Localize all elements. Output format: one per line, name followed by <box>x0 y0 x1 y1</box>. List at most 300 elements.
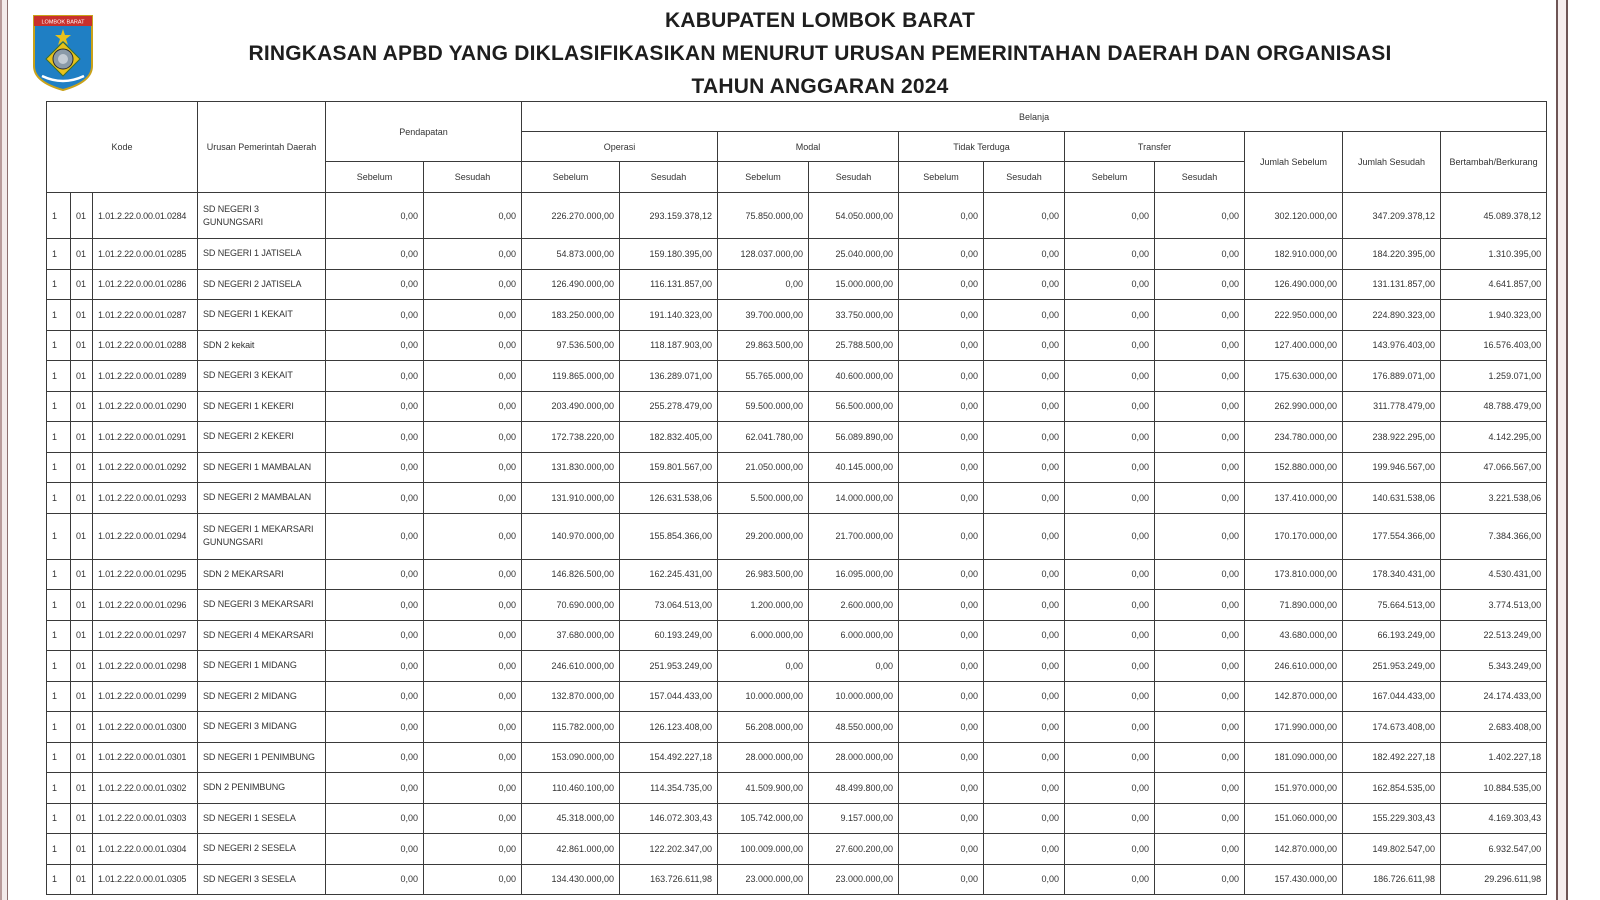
modal-sesudah-cell: 10.000.000,00 <box>809 681 899 712</box>
jumlah-sesudah-cell: 347.209.378,12 <box>1343 193 1441 239</box>
header-tidak-terduga-sebelum: Sebelum <box>899 162 984 193</box>
tidak-terduga-sesudah-cell: 0,00 <box>984 712 1065 743</box>
urusan-name-cell: SD NEGERI 1 KEKERI <box>198 391 326 422</box>
title-fiscal-year: TAHUN ANGGARAN 2024 <box>691 75 949 98</box>
apbd-summary-table <box>46 101 1547 895</box>
table-row <box>47 483 1547 514</box>
operasi-sesudah-cell: 293.159.378,12 <box>620 193 718 239</box>
bidang-code-cell: 01 <box>71 712 93 743</box>
tidak-terduga-sebelum-cell: 0,00 <box>899 803 984 834</box>
tidak-terduga-sesudah-cell: 0,00 <box>984 742 1065 773</box>
pendapatan-sebelum-cell: 0,00 <box>326 452 424 483</box>
operasi-sebelum-cell: 146.826.500,00 <box>522 559 620 590</box>
transfer-sesudah-cell: 0,00 <box>1155 620 1245 651</box>
operasi-sesudah-cell: 118.187.903,00 <box>620 330 718 361</box>
header-transfer: Transfer <box>1065 132 1245 162</box>
operasi-sesudah-cell: 163.726.611,98 <box>620 864 718 895</box>
tidak-terduga-sebelum-cell: 0,00 <box>899 742 984 773</box>
urusan-name-cell: SD NEGERI 1 MEKARSARI GUNUNGSARI <box>198 513 326 559</box>
pendapatan-sebelum-cell: 0,00 <box>326 651 424 682</box>
transfer-sesudah-cell: 0,00 <box>1155 590 1245 621</box>
tidak-terduga-sesudah-cell: 0,00 <box>984 620 1065 651</box>
tidak-terduga-sesudah-cell: 0,00 <box>984 681 1065 712</box>
transfer-sesudah-cell: 0,00 <box>1155 361 1245 392</box>
modal-sesudah-cell: 28.000.000,00 <box>809 742 899 773</box>
transfer-sebelum-cell: 0,00 <box>1065 330 1155 361</box>
header-modal-sebelum: Sebelum <box>718 162 809 193</box>
jumlah-sesudah-cell: 155.229.303,43 <box>1343 803 1441 834</box>
pendapatan-sebelum-cell: 0,00 <box>326 712 424 743</box>
jumlah-sesudah-cell: 176.889.071,00 <box>1343 361 1441 392</box>
kode-cell: 1.01.2.22.0.00.01.0293 <box>93 483 198 514</box>
modal-sebelum-cell: 21.050.000,00 <box>718 452 809 483</box>
jumlah-sebelum-cell: 222.950.000,00 <box>1245 300 1343 331</box>
operasi-sebelum-cell: 203.490.000,00 <box>522 391 620 422</box>
jumlah-sesudah-cell: 182.492.227,18 <box>1343 742 1441 773</box>
operasi-sesudah-cell: 255.278.479,00 <box>620 391 718 422</box>
bidang-code-cell: 01 <box>71 483 93 514</box>
bidang-code-cell: 01 <box>71 559 93 590</box>
pendapatan-sesudah-cell: 0,00 <box>424 651 522 682</box>
operasi-sesudah-cell: 251.953.249,00 <box>620 651 718 682</box>
transfer-sebelum-cell: 0,00 <box>1065 620 1155 651</box>
operasi-sebelum-cell: 131.910.000,00 <box>522 483 620 514</box>
tidak-terduga-sebelum-cell: 0,00 <box>899 483 984 514</box>
modal-sesudah-cell: 16.095.000,00 <box>809 559 899 590</box>
urusan-name-cell: SD NEGERI 3 SESELA <box>198 864 326 895</box>
jumlah-sebelum-cell: 142.870.000,00 <box>1245 681 1343 712</box>
header-tidak-terduga-sesudah: Sesudah <box>984 162 1065 193</box>
tidak-terduga-sesudah-cell: 0,00 <box>984 269 1065 300</box>
tidak-terduga-sesudah-cell: 0,00 <box>984 651 1065 682</box>
bertambah-berkurang-cell: 47.066.567,00 <box>1441 452 1547 483</box>
operasi-sesudah-cell: 122.202.347,00 <box>620 834 718 865</box>
tidak-terduga-sesudah-cell: 0,00 <box>984 300 1065 331</box>
operasi-sebelum-cell: 153.090.000,00 <box>522 742 620 773</box>
table-row <box>47 803 1547 834</box>
bidang-code-cell: 01 <box>71 681 93 712</box>
operasi-sebelum-cell: 126.490.000,00 <box>522 269 620 300</box>
jumlah-sebelum-cell: 173.810.000,00 <box>1245 559 1343 590</box>
kode-cell: 1.01.2.22.0.00.01.0288 <box>93 330 198 361</box>
lombok-barat-crest-icon <box>32 14 94 92</box>
urusan-name-cell: SDN 2 kekait <box>198 330 326 361</box>
page-frame-right <box>1556 0 1568 900</box>
modal-sesudah-cell: 27.600.200,00 <box>809 834 899 865</box>
tidak-terduga-sebelum-cell: 0,00 <box>899 361 984 392</box>
urusan-code-cell: 1 <box>47 834 71 865</box>
pendapatan-sesudah-cell: 0,00 <box>424 269 522 300</box>
jumlah-sebelum-cell: 152.880.000,00 <box>1245 452 1343 483</box>
tidak-terduga-sebelum-cell: 0,00 <box>899 620 984 651</box>
title-regency: KABUPATEN LOMBOK BARAT <box>664 9 976 32</box>
jumlah-sesudah-cell: 167.044.433,00 <box>1343 681 1441 712</box>
modal-sesudah-cell: 56.500.000,00 <box>809 391 899 422</box>
bertambah-berkurang-cell: 4.641.857,00 <box>1441 269 1547 300</box>
jumlah-sebelum-cell: 182.910.000,00 <box>1245 239 1343 270</box>
pendapatan-sesudah-cell: 0,00 <box>424 300 522 331</box>
urusan-name-cell: SD NEGERI 2 MAMBALAN <box>198 483 326 514</box>
urusan-name-cell: SD NEGERI 1 SESELA <box>198 803 326 834</box>
bidang-code-cell: 01 <box>71 651 93 682</box>
header-urusan: Urusan Pemerintah Daerah <box>198 102 326 193</box>
tidak-terduga-sebelum-cell: 0,00 <box>899 330 984 361</box>
urusan-name-cell: SD NEGERI 3 GUNUNGSARI <box>198 193 326 239</box>
operasi-sebelum-cell: 131.830.000,00 <box>522 452 620 483</box>
kode-cell: 1.01.2.22.0.00.01.0297 <box>93 620 198 651</box>
table-row <box>47 193 1547 239</box>
modal-sebelum-cell: 29.200.000,00 <box>718 513 809 559</box>
jumlah-sebelum-cell: 151.970.000,00 <box>1245 773 1343 804</box>
header-pendapatan-sebelum: Sebelum <box>326 162 424 193</box>
kode-cell: 1.01.2.22.0.00.01.0291 <box>93 422 198 453</box>
header-pendapatan-sesudah: Sesudah <box>424 162 522 193</box>
operasi-sesudah-cell: 154.492.227,18 <box>620 742 718 773</box>
transfer-sebelum-cell: 0,00 <box>1065 269 1155 300</box>
tidak-terduga-sesudah-cell: 0,00 <box>984 361 1065 392</box>
modal-sesudah-cell: 15.000.000,00 <box>809 269 899 300</box>
transfer-sebelum-cell: 0,00 <box>1065 193 1155 239</box>
transfer-sebelum-cell: 0,00 <box>1065 239 1155 270</box>
urusan-code-cell: 1 <box>47 391 71 422</box>
jumlah-sesudah-cell: 184.220.395,00 <box>1343 239 1441 270</box>
urusan-name-cell: SD NEGERI 1 JATISELA <box>198 239 326 270</box>
kode-cell: 1.01.2.22.0.00.01.0292 <box>93 452 198 483</box>
bertambah-berkurang-cell: 1.940.323,00 <box>1441 300 1547 331</box>
bertambah-berkurang-cell: 1.402.227,18 <box>1441 742 1547 773</box>
tidak-terduga-sesudah-cell: 0,00 <box>984 239 1065 270</box>
urusan-name-cell: SD NEGERI 2 MIDANG <box>198 681 326 712</box>
pendapatan-sebelum-cell: 0,00 <box>326 590 424 621</box>
kode-cell: 1.01.2.22.0.00.01.0290 <box>93 391 198 422</box>
jumlah-sesudah-cell: 143.976.403,00 <box>1343 330 1441 361</box>
table-row <box>47 773 1547 804</box>
pendapatan-sebelum-cell: 0,00 <box>326 742 424 773</box>
pendapatan-sesudah-cell: 0,00 <box>424 803 522 834</box>
urusan-code-cell: 1 <box>47 773 71 804</box>
jumlah-sebelum-cell: 171.990.000,00 <box>1245 712 1343 743</box>
transfer-sebelum-cell: 0,00 <box>1065 391 1155 422</box>
pendapatan-sesudah-cell: 0,00 <box>424 513 522 559</box>
modal-sesudah-cell: 54.050.000,00 <box>809 193 899 239</box>
pendapatan-sebelum-cell: 0,00 <box>326 773 424 804</box>
bertambah-berkurang-cell: 10.884.535,00 <box>1441 773 1547 804</box>
bidang-code-cell: 01 <box>71 803 93 834</box>
transfer-sesudah-cell: 0,00 <box>1155 864 1245 895</box>
modal-sesudah-cell: 33.750.000,00 <box>809 300 899 331</box>
modal-sesudah-cell: 21.700.000,00 <box>809 513 899 559</box>
transfer-sebelum-cell: 0,00 <box>1065 742 1155 773</box>
urusan-code-cell: 1 <box>47 300 71 331</box>
pendapatan-sesudah-cell: 0,00 <box>424 330 522 361</box>
tidak-terduga-sebelum-cell: 0,00 <box>899 193 984 239</box>
jumlah-sebelum-cell: 142.870.000,00 <box>1245 834 1343 865</box>
tidak-terduga-sesudah-cell: 0,00 <box>984 330 1065 361</box>
operasi-sebelum-cell: 132.870.000,00 <box>522 681 620 712</box>
operasi-sesudah-cell: 136.289.071,00 <box>620 361 718 392</box>
header-belanja: Belanja <box>522 102 1547 132</box>
urusan-code-cell: 1 <box>47 803 71 834</box>
transfer-sebelum-cell: 0,00 <box>1065 422 1155 453</box>
operasi-sebelum-cell: 183.250.000,00 <box>522 300 620 331</box>
header-transfer-sesudah: Sesudah <box>1155 162 1245 193</box>
bertambah-berkurang-cell: 2.683.408,00 <box>1441 712 1547 743</box>
operasi-sesudah-cell: 191.140.323,00 <box>620 300 718 331</box>
operasi-sebelum-cell: 246.610.000,00 <box>522 651 620 682</box>
bertambah-berkurang-cell: 6.932.547,00 <box>1441 834 1547 865</box>
tidak-terduga-sebelum-cell: 0,00 <box>899 712 984 743</box>
pendapatan-sebelum-cell: 0,00 <box>326 193 424 239</box>
header-bertambah-berkurang: Bertambah/Berkurang <box>1441 132 1547 193</box>
modal-sebelum-cell: 55.765.000,00 <box>718 361 809 392</box>
pendapatan-sesudah-cell: 0,00 <box>424 864 522 895</box>
kode-cell: 1.01.2.22.0.00.01.0302 <box>93 773 198 804</box>
modal-sebelum-cell: 5.500.000,00 <box>718 483 809 514</box>
bertambah-berkurang-cell: 7.384.366,00 <box>1441 513 1547 559</box>
pendapatan-sebelum-cell: 0,00 <box>326 330 424 361</box>
jumlah-sesudah-cell: 186.726.611,98 <box>1343 864 1441 895</box>
operasi-sebelum-cell: 140.970.000,00 <box>522 513 620 559</box>
bertambah-berkurang-cell: 29.296.611,98 <box>1441 864 1547 895</box>
header-modal-sesudah: Sesudah <box>809 162 899 193</box>
table-row <box>47 651 1547 682</box>
page-margin <box>1570 0 1600 900</box>
pendapatan-sesudah-cell: 0,00 <box>424 559 522 590</box>
pendapatan-sebelum-cell: 0,00 <box>326 422 424 453</box>
pendapatan-sebelum-cell: 0,00 <box>326 620 424 651</box>
operasi-sesudah-cell: 114.354.735,00 <box>620 773 718 804</box>
jumlah-sesudah-cell: 311.778.479,00 <box>1343 391 1441 422</box>
kode-cell: 1.01.2.22.0.00.01.0298 <box>93 651 198 682</box>
operasi-sebelum-cell: 119.865.000,00 <box>522 361 620 392</box>
operasi-sebelum-cell: 115.782.000,00 <box>522 712 620 743</box>
transfer-sesudah-cell: 0,00 <box>1155 651 1245 682</box>
operasi-sesudah-cell: 73.064.513,00 <box>620 590 718 621</box>
transfer-sesudah-cell: 0,00 <box>1155 681 1245 712</box>
urusan-code-cell: 1 <box>47 269 71 300</box>
transfer-sebelum-cell: 0,00 <box>1065 681 1155 712</box>
table-row <box>47 330 1547 361</box>
transfer-sesudah-cell: 0,00 <box>1155 483 1245 514</box>
tidak-terduga-sesudah-cell: 0,00 <box>984 834 1065 865</box>
kode-cell: 1.01.2.22.0.00.01.0294 <box>93 513 198 559</box>
transfer-sebelum-cell: 0,00 <box>1065 834 1155 865</box>
jumlah-sebelum-cell: 262.990.000,00 <box>1245 391 1343 422</box>
urusan-code-cell: 1 <box>47 620 71 651</box>
bidang-code-cell: 01 <box>71 834 93 865</box>
transfer-sebelum-cell: 0,00 <box>1065 483 1155 514</box>
urusan-code-cell: 1 <box>47 513 71 559</box>
transfer-sebelum-cell: 0,00 <box>1065 452 1155 483</box>
pendapatan-sesudah-cell: 0,00 <box>424 422 522 453</box>
header-jumlah-sesudah: Jumlah Sesudah <box>1343 132 1441 193</box>
urusan-name-cell: SD NEGERI 2 SESELA <box>198 834 326 865</box>
pendapatan-sesudah-cell: 0,00 <box>424 834 522 865</box>
operasi-sesudah-cell: 60.193.249,00 <box>620 620 718 651</box>
bertambah-berkurang-cell: 45.089.378,12 <box>1441 193 1547 239</box>
pendapatan-sesudah-cell: 0,00 <box>424 452 522 483</box>
table-row <box>47 422 1547 453</box>
kode-cell: 1.01.2.22.0.00.01.0301 <box>93 742 198 773</box>
pendapatan-sebelum-cell: 0,00 <box>326 513 424 559</box>
modal-sebelum-cell: 1.200.000,00 <box>718 590 809 621</box>
operasi-sebelum-cell: 42.861.000,00 <box>522 834 620 865</box>
modal-sebelum-cell: 105.742.000,00 <box>718 803 809 834</box>
tidak-terduga-sesudah-cell: 0,00 <box>984 483 1065 514</box>
pendapatan-sesudah-cell: 0,00 <box>424 712 522 743</box>
pendapatan-sebelum-cell: 0,00 <box>326 834 424 865</box>
operasi-sesudah-cell: 126.123.408,00 <box>620 712 718 743</box>
transfer-sesudah-cell: 0,00 <box>1155 330 1245 361</box>
operasi-sebelum-cell: 54.873.000,00 <box>522 239 620 270</box>
tidak-terduga-sebelum-cell: 0,00 <box>899 269 984 300</box>
transfer-sebelum-cell: 0,00 <box>1065 513 1155 559</box>
urusan-code-cell: 1 <box>47 452 71 483</box>
kode-cell: 1.01.2.22.0.00.01.0289 <box>93 361 198 392</box>
modal-sesudah-cell: 0,00 <box>809 651 899 682</box>
bidang-code-cell: 01 <box>71 330 93 361</box>
header-kode: Kode <box>47 102 198 193</box>
tidak-terduga-sesudah-cell: 0,00 <box>984 559 1065 590</box>
table-row <box>47 513 1547 559</box>
table-row <box>47 269 1547 300</box>
jumlah-sesudah-cell: 162.854.535,00 <box>1343 773 1441 804</box>
pendapatan-sebelum-cell: 0,00 <box>326 803 424 834</box>
operasi-sesudah-cell: 126.631.538,06 <box>620 483 718 514</box>
pendapatan-sebelum-cell: 0,00 <box>326 681 424 712</box>
bertambah-berkurang-cell: 1.259.071,00 <box>1441 361 1547 392</box>
modal-sebelum-cell: 23.000.000,00 <box>718 864 809 895</box>
urusan-code-cell: 1 <box>47 483 71 514</box>
urusan-code-cell: 1 <box>47 559 71 590</box>
pendapatan-sebelum-cell: 0,00 <box>326 391 424 422</box>
title-summary: RINGKASAN APBD YANG DIKLASIFIKASIKAN MENURUT URUSAN PEMERINTAHAN DAERAH DAN ORGANISASI <box>248 42 1392 65</box>
operasi-sebelum-cell: 110.460.100,00 <box>522 773 620 804</box>
transfer-sesudah-cell: 0,00 <box>1155 452 1245 483</box>
header-pendapatan: Pendapatan <box>326 102 522 162</box>
pendapatan-sesudah-cell: 0,00 <box>424 742 522 773</box>
urusan-code-cell: 1 <box>47 330 71 361</box>
operasi-sesudah-cell: 159.801.567,00 <box>620 452 718 483</box>
urusan-name-cell: SD NEGERI 2 JATISELA <box>198 269 326 300</box>
kode-cell: 1.01.2.22.0.00.01.0303 <box>93 803 198 834</box>
jumlah-sebelum-cell: 302.120.000,00 <box>1245 193 1343 239</box>
transfer-sesudah-cell: 0,00 <box>1155 834 1245 865</box>
transfer-sesudah-cell: 0,00 <box>1155 803 1245 834</box>
bidang-code-cell: 01 <box>71 590 93 621</box>
modal-sebelum-cell: 26.983.500,00 <box>718 559 809 590</box>
modal-sebelum-cell: 75.850.000,00 <box>718 193 809 239</box>
tidak-terduga-sesudah-cell: 0,00 <box>984 864 1065 895</box>
transfer-sesudah-cell: 0,00 <box>1155 269 1245 300</box>
tidak-terduga-sesudah-cell: 0,00 <box>984 422 1065 453</box>
jumlah-sesudah-cell: 178.340.431,00 <box>1343 559 1441 590</box>
modal-sebelum-cell: 28.000.000,00 <box>718 742 809 773</box>
modal-sesudah-cell: 2.600.000,00 <box>809 590 899 621</box>
urusan-name-cell: SD NEGERI 1 MIDANG <box>198 651 326 682</box>
pendapatan-sesudah-cell: 0,00 <box>424 590 522 621</box>
modal-sebelum-cell: 6.000.000,00 <box>718 620 809 651</box>
table-row <box>47 712 1547 743</box>
modal-sebelum-cell: 100.009.000,00 <box>718 834 809 865</box>
urusan-code-cell: 1 <box>47 681 71 712</box>
bidang-code-cell: 01 <box>71 300 93 331</box>
bertambah-berkurang-cell: 24.174.433,00 <box>1441 681 1547 712</box>
transfer-sebelum-cell: 0,00 <box>1065 864 1155 895</box>
pendapatan-sebelum-cell: 0,00 <box>326 559 424 590</box>
tidak-terduga-sebelum-cell: 0,00 <box>899 651 984 682</box>
urusan-name-cell: SDN 2 MEKARSARI <box>198 559 326 590</box>
urusan-name-cell: SD NEGERI 3 MIDANG <box>198 712 326 743</box>
jumlah-sesudah-cell: 199.946.567,00 <box>1343 452 1441 483</box>
operasi-sesudah-cell: 162.245.431,00 <box>620 559 718 590</box>
kode-cell: 1.01.2.22.0.00.01.0296 <box>93 590 198 621</box>
tidak-terduga-sesudah-cell: 0,00 <box>984 513 1065 559</box>
operasi-sebelum-cell: 134.430.000,00 <box>522 864 620 895</box>
modal-sesudah-cell: 40.145.000,00 <box>809 452 899 483</box>
tidak-terduga-sebelum-cell: 0,00 <box>899 590 984 621</box>
table-row <box>47 452 1547 483</box>
jumlah-sesudah-cell: 66.193.249,00 <box>1343 620 1441 651</box>
urusan-name-cell: SD NEGERI 2 KEKERI <box>198 422 326 453</box>
jumlah-sebelum-cell: 234.780.000,00 <box>1245 422 1343 453</box>
table-row <box>47 864 1547 895</box>
bertambah-berkurang-cell: 3.774.513,00 <box>1441 590 1547 621</box>
modal-sebelum-cell: 0,00 <box>718 651 809 682</box>
modal-sebelum-cell: 62.041.780,00 <box>718 422 809 453</box>
urusan-name-cell: SD NEGERI 1 PENIMBUNG <box>198 742 326 773</box>
document-title <box>100 4 1540 103</box>
jumlah-sebelum-cell: 181.090.000,00 <box>1245 742 1343 773</box>
jumlah-sesudah-cell: 174.673.408,00 <box>1343 712 1441 743</box>
transfer-sebelum-cell: 0,00 <box>1065 803 1155 834</box>
header-tidak-terduga: Tidak Terduga <box>899 132 1065 162</box>
jumlah-sesudah-cell: 238.922.295,00 <box>1343 422 1441 453</box>
modal-sebelum-cell: 56.208.000,00 <box>718 712 809 743</box>
jumlah-sebelum-cell: 151.060.000,00 <box>1245 803 1343 834</box>
jumlah-sesudah-cell: 140.631.538,06 <box>1343 483 1441 514</box>
kode-cell: 1.01.2.22.0.00.01.0295 <box>93 559 198 590</box>
pendapatan-sesudah-cell: 0,00 <box>424 193 522 239</box>
operasi-sebelum-cell: 70.690.000,00 <box>522 590 620 621</box>
pendapatan-sebelum-cell: 0,00 <box>326 864 424 895</box>
tidak-terduga-sesudah-cell: 0,00 <box>984 452 1065 483</box>
table-row <box>47 620 1547 651</box>
operasi-sesudah-cell: 159.180.395,00 <box>620 239 718 270</box>
jumlah-sesudah-cell: 75.664.513,00 <box>1343 590 1441 621</box>
urusan-code-cell: 1 <box>47 361 71 392</box>
modal-sesudah-cell: 9.157.000,00 <box>809 803 899 834</box>
modal-sebelum-cell: 39.700.000,00 <box>718 300 809 331</box>
modal-sesudah-cell: 48.499.800,00 <box>809 773 899 804</box>
transfer-sesudah-cell: 0,00 <box>1155 422 1245 453</box>
transfer-sebelum-cell: 0,00 <box>1065 361 1155 392</box>
kode-cell: 1.01.2.22.0.00.01.0286 <box>93 269 198 300</box>
modal-sebelum-cell: 29.863.500,00 <box>718 330 809 361</box>
urusan-name-cell: SD NEGERI 4 MEKARSARI <box>198 620 326 651</box>
modal-sesudah-cell: 40.600.000,00 <box>809 361 899 392</box>
urusan-name-cell: SD NEGERI 3 KEKAIT <box>198 361 326 392</box>
jumlah-sebelum-cell: 137.410.000,00 <box>1245 483 1343 514</box>
kode-cell: 1.01.2.22.0.00.01.0300 <box>93 712 198 743</box>
bertambah-berkurang-cell: 4.142.295,00 <box>1441 422 1547 453</box>
tidak-terduga-sebelum-cell: 0,00 <box>899 422 984 453</box>
bidang-code-cell: 01 <box>71 742 93 773</box>
table-row <box>47 300 1547 331</box>
tidak-terduga-sebelum-cell: 0,00 <box>899 300 984 331</box>
urusan-code-cell: 1 <box>47 864 71 895</box>
modal-sesudah-cell: 48.550.000,00 <box>809 712 899 743</box>
